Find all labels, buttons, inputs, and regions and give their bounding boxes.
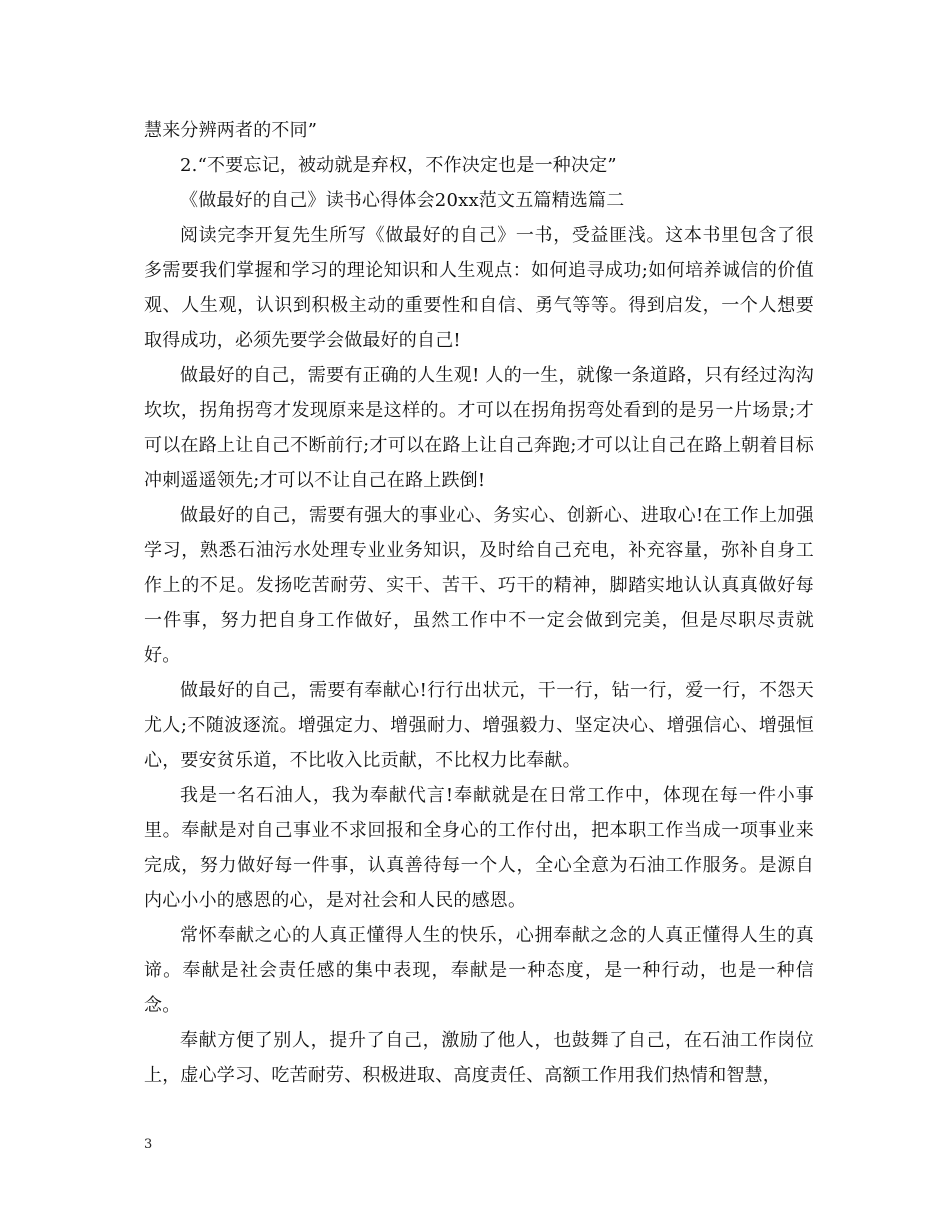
paragraph-continuation: 慧来分辨两者的不同”	[144, 120, 318, 141]
paragraph: 做最好的自己，需要有正确的人生观! 人的一生，就像一条道路，只有经过沟沟坎坎，拐角拐弯才发现原来是这样的。才可以在拐角拐弯处看到的是另一片场景;才可以在路上让自己不断前行;才可以在路上让自己奔跑;才可以让自己在路上朝着目标冲刺遥遥领先;才可以不让自己在路上跌倒!	[144, 365, 814, 491]
paragraph: 做最好的自己，需要有奉献心!行行出状元，干一行，钻一行，爱一行，不怨天尤人;不随波逐流。增强定力、增强耐力、增强毅力、坚定决心、增强信心、增强恒心，要安贫乐道，不比收入比贡献，不比权力比奉献。	[144, 680, 814, 771]
document-body	[144, 113, 814, 1093]
paragraph: 常怀奉献之心的人真正懂得人生的快乐，心拥奉献之念的人真正懂得人生的真谛。奉献是社会责任感的集中表现，奉献是一种态度，是一种行动，也是一种信念。	[144, 925, 814, 1016]
paragraph: 阅读完李开复先生所写《做最好的自己》一书，受益匪浅。这本书里包含了很多需要我们掌握和学习的理论知识和人生观点：如何追寻成功;如何培养诚信的价值观、人生观，认识到积极主动的重要性和自信、勇气等等。得到启发，一个人想要取得成功，必须先要学会做最好的自己!	[144, 225, 814, 351]
paragraph: 我是一名石油人，我为奉献代言!奉献就是在日常工作中，体现在每一件小事里。奉献是对自己事业不求回报和全身心的工作付出，把本职工作当成一项事业来完成，努力做好每一件事，认真善待每一个人，全心全意为石油工作服务。是源自内心小小的感恩的心，是对社会和人民的感恩。	[144, 785, 814, 911]
paragraph-quote: 2.“不要忘记，被动就是弃权，不作决定也是一种决定”	[180, 155, 617, 176]
paragraph: 奉献方便了别人，提升了自己，激励了他人，也鼓舞了自己，在石油工作岗位上，虚心学习、吃苦耐劳、积极进取、高度责任、高额工作用我们热情和智慧，	[144, 1030, 814, 1086]
paragraph: 做最好的自己，需要有强大的事业心、务实心、创新心、进取心!在工作上加强学习，熟悉石油污水处理专业业务知识，及时给自己充电，补充容量，弥补自身工作上的不足。发扬吃苦耐劳、实干、苦干、巧干的精神，脚踏实地认认真真做好每一件事，努力把自身工作做好，虽然工作中不一定会做到完美，但是尽职尽责就好。	[144, 505, 814, 666]
paragraph-heading: 《做最好的自己》读书心得体会20xx范文五篇精选篇二	[180, 190, 625, 211]
page-number: 3	[144, 1137, 153, 1152]
